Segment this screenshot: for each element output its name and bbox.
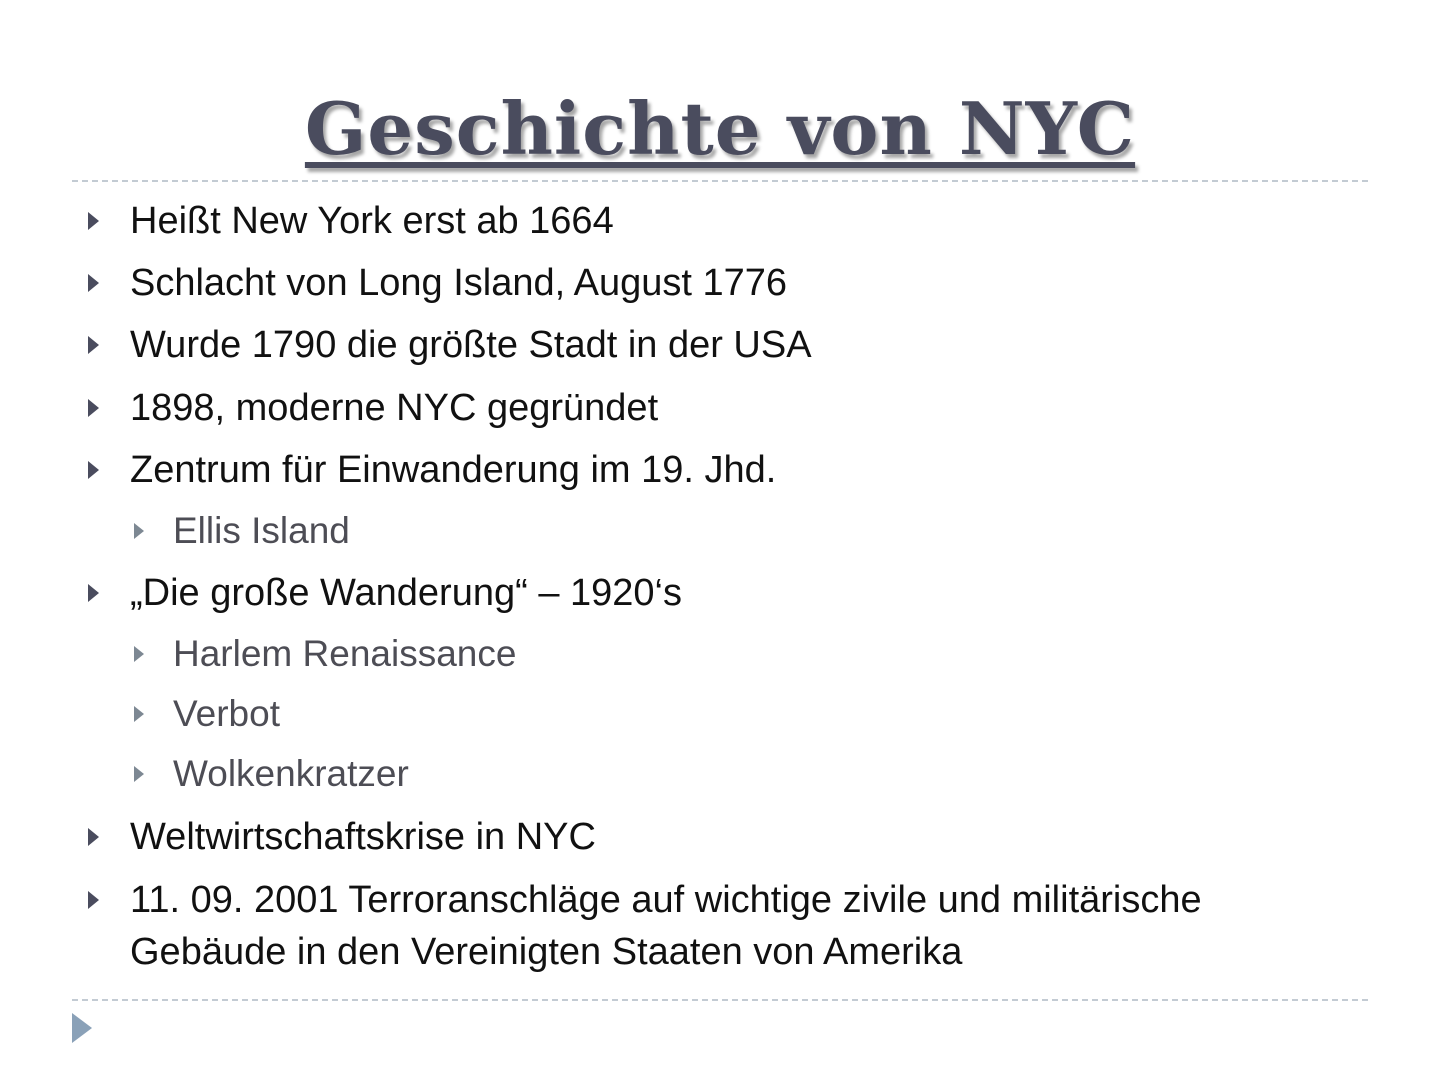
triangle-bullet-icon <box>88 212 99 230</box>
triangle-bullet-icon <box>88 336 99 354</box>
list-item-text: Schlacht von Long Island, August 1776 <box>130 262 788 304</box>
triangle-bullet-icon <box>134 766 144 782</box>
top-divider <box>72 180 1368 182</box>
triangle-bullet-icon <box>88 828 99 846</box>
slide-title: Geschichte von NYC <box>304 86 1136 171</box>
triangle-bullet-icon <box>134 706 144 722</box>
list-item-text: Weltwirtschaftskrise in NYC <box>130 816 596 858</box>
triangle-bullet-icon <box>88 274 99 292</box>
triangle-bullet-icon <box>88 461 99 479</box>
sub-list-item-text: Harlem Renaissance <box>173 633 517 674</box>
list-item-text: 1898, moderne NYC gegründet <box>130 387 659 429</box>
list-item-text: Gebäude in den Vereinigten Staaten von Amerika <box>130 931 963 973</box>
triangle-bullet-icon <box>88 399 99 417</box>
sub-list-item-text: Ellis Island <box>173 510 350 551</box>
triangle-bullet-icon <box>88 891 99 909</box>
list-item-text: Zentrum für Einwanderung im 19. Jhd. <box>130 449 777 491</box>
play-triangle-icon <box>72 1013 92 1043</box>
sub-list-item-text: Wolkenkratzer <box>173 753 409 794</box>
bottom-divider <box>72 999 1368 1001</box>
triangle-bullet-icon <box>134 646 144 662</box>
triangle-bullet-icon <box>134 523 144 539</box>
list-item-text: Heißt New York erst ab 1664 <box>130 200 614 242</box>
triangle-bullet-icon <box>88 584 99 602</box>
list-item-text: „Die große Wanderung“ – 1920‘s <box>130 572 682 614</box>
list-item-text: Wurde 1790 die größte Stadt in der USA <box>130 324 812 366</box>
sub-list-item-text: Verbot <box>173 693 280 734</box>
list-item-text: 11. 09. 2001 Terroranschläge auf wichtige zivile und militärische <box>130 879 1202 921</box>
